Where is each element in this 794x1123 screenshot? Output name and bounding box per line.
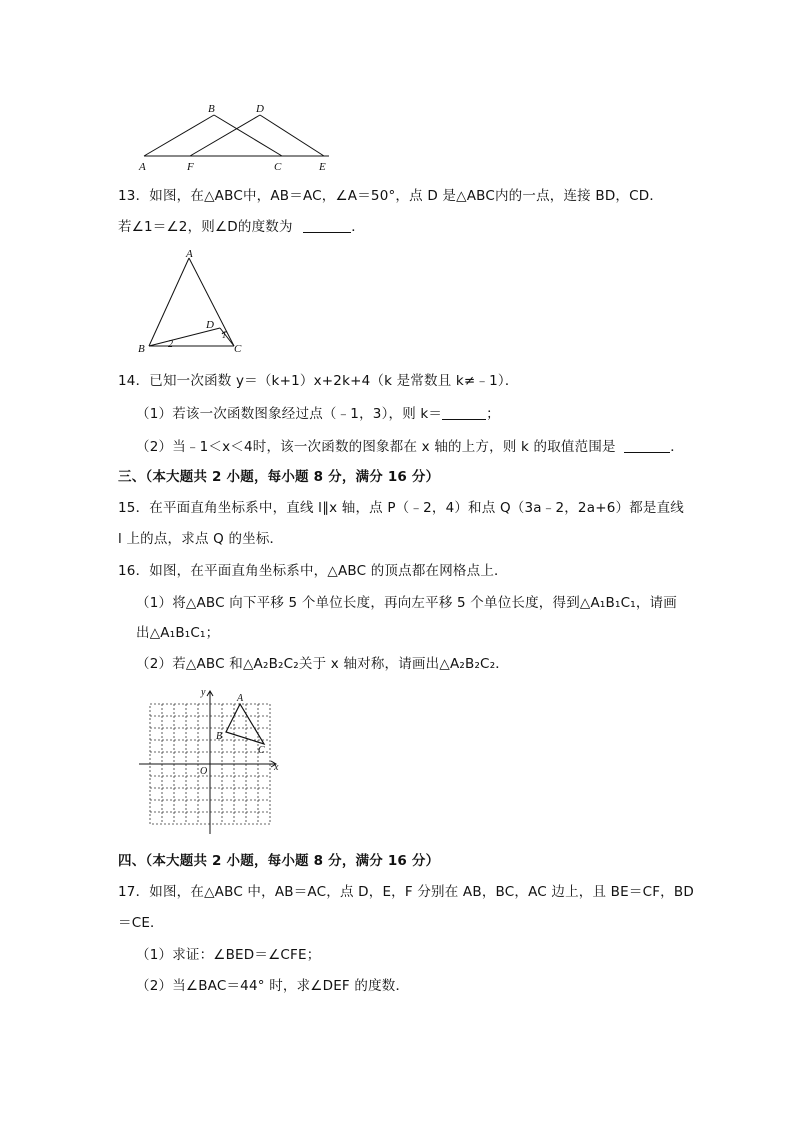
q14-part1-blank[interactable] <box>442 405 486 420</box>
q16-part1-line1: （1）将△ABC 向下平移 5 个单位长度，再向左平移 5 个单位长度，得到△A₁B₁C₁，请画 <box>136 595 677 611</box>
label-C: C <box>274 161 282 173</box>
q15-line1: 15．在平面直角坐标系中，直线 l∥x 轴，点 P（﹣2，4）和点 Q（3a﹣2，2a+6）都是直线 <box>118 500 684 516</box>
label-C: C <box>258 745 265 756</box>
q17-part2: （2）当∠BAC＝44° 时，求∠DEF 的度数． <box>136 978 410 994</box>
q13-line2 <box>118 217 365 237</box>
label-x: x <box>274 762 279 773</box>
label-B: B <box>138 343 145 355</box>
q14-part2-end: ． <box>670 439 684 455</box>
label-A: A <box>186 248 193 260</box>
q14-part2-text: （2）当﹣1＜x＜4时，该一次函数的图象都在 x 轴的上方，则 k 的取值范围是 <box>136 439 616 455</box>
q17-line2: ＝CE． <box>118 915 164 931</box>
q16-stem: 16．如图，在平面直角坐标系中，△ABC 的顶点都在网格点上． <box>118 563 508 579</box>
section-4-heading: 四、（本大题共 2 小题，每小题 8 分，满分 16 分） <box>118 853 440 869</box>
q13-line1: 13．如图，在△ABC中，AB＝AC，∠A＝50°，点 D 是△ABC内的一点，连接 BD，CD． <box>118 188 664 204</box>
label-y: y <box>201 687 206 698</box>
q14-stem: 14．已知一次函数 y＝（k+1）x+2k+4（k 是常数且 k≠﹣1）． <box>118 373 519 389</box>
label-A: A <box>237 693 244 704</box>
label-E: E <box>319 161 326 173</box>
label-D: D <box>206 319 214 331</box>
label-D: D <box>256 103 264 115</box>
label-angle-2: 2 <box>168 339 173 350</box>
figure-triangle-abc-point-d <box>134 248 254 358</box>
section-3-heading: 三、（本大题共 2 小题，每小题 8 分，满分 16 分） <box>118 469 440 485</box>
label-A: A <box>139 161 146 173</box>
q13-line2-text: 若∠1＝∠2，则∠D的度数为 <box>118 219 293 235</box>
label-B: B <box>216 731 223 742</box>
label-angle-1: 1 <box>222 331 226 340</box>
q17-line1: 17．如图，在△ABC 中，AB＝AC，点 D，E，F 分别在 AB，BC，AC 边上，且 BE＝CF，BD <box>118 884 694 900</box>
q14-part2 <box>136 437 684 457</box>
q14-part2-blank[interactable] <box>624 438 670 453</box>
q13-answer-blank[interactable] <box>303 218 351 233</box>
label-F: F <box>187 161 194 173</box>
q15-line2: l 上的点，求点 Q 的坐标． <box>118 531 284 547</box>
figure-grid-coordinate <box>134 686 284 836</box>
figure-triangles-abc-def <box>134 98 344 176</box>
label-origin: O <box>200 766 208 777</box>
q14-part1-end: ； <box>486 406 500 422</box>
label-B: B <box>208 103 215 115</box>
q13-end: ． <box>351 219 365 235</box>
q14-part1 <box>136 404 500 424</box>
q16-part1-line2: 出△A₁B₁C₁； <box>136 625 220 641</box>
label-C: C <box>234 343 242 355</box>
q16-part2: （2）若△ABC 和△A₂B₂C₂关于 x 轴对称，请画出△A₂B₂C₂． <box>136 656 510 672</box>
q14-part1-text: （1）若该一次函数图象经过点（﹣1，3），则 k＝ <box>136 406 443 422</box>
q17-part1: （1）求证：∠BED＝∠CFE； <box>136 947 321 963</box>
